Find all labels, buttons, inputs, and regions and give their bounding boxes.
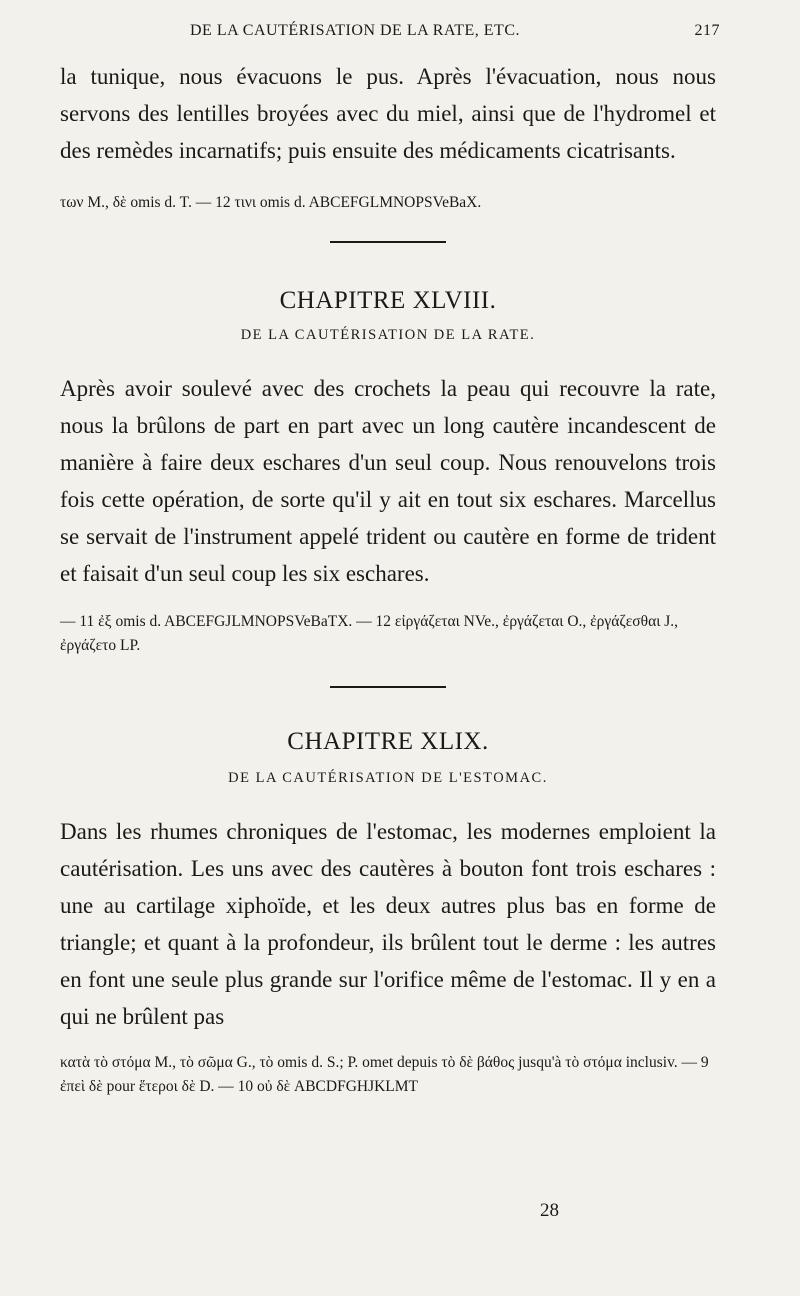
top-footnote: των M., δὲ omis d. T. — 12 τινι omis d. ABCEFGLMNOPSVeBaX.: [60, 194, 482, 211]
page-number: 217: [694, 22, 720, 39]
chapter-49-footnote: κατὰ τὸ στόμα M., τὸ σῶμα G., τὸ omis d. S.; P. omet depuis τὸ δὲ βάθος jusqu'à τὸ στόμα inclusiv. — 9 ἐπεὶ δὲ pour ἕτεροι δὲ D. — 10 οὐ δὲ ABCDFGHJKLMT: [60, 1054, 709, 1095]
chapter-48-paragraph: Après avoir soulevé avec des crochets la peau qui recouvre la rate, nous la brûlons de part en part avec un long cautère incandescent de manière à faire deux eschares d'un seul coup. Nous renouvelons trois fois cette opération, de sorte qu'il y ait en tout six eschares. Marcellus se servait de l'instrument appelé trident ou cautère en forme de trident et faisait d'un seul coup les six eschares.: [60, 376, 716, 586]
chapter-49-subtitle: DE LA CAUTÉRISATION DE L'ESTOMAC.: [228, 770, 548, 786]
section-divider: [330, 241, 446, 243]
running-title: DE LA CAUTÉRISATION DE LA RATE, ETC.: [190, 22, 520, 39]
chapter-49-paragraph: Dans les rhumes chroniques de l'estomac, les modernes emploient la cautérisation. Les uns avec des cautères à bouton font trois eschares : une au cartilage xiphoïde, et les deux autres plus bas en forme de triangle; et quant à la profondeur, ils brûlent tout le derme : les autres en font une seule plus grande sur l'orifice même de l'estomac. Il y en a qui ne brûlent pas: [60, 819, 716, 1029]
chapter-48-subtitle: DE LA CAUTÉRISATION DE LA RATE.: [240, 327, 536, 343]
chapter-48-title: CHAPITRE XLVIII.: [279, 287, 497, 314]
chapter-49-title: CHAPITRE XLIX.: [287, 728, 489, 755]
book-page: [60, 18, 720, 1099]
signature-mark: 28: [540, 1200, 559, 1221]
running-header: [60, 18, 720, 44]
top-paragraph: la tunique, nous évacuons le pus. Après l'évacuation, nous nous servons des lentilles broyées avec du miel, ainsi que de l'hydromel et des remèdes incarnatifs; puis ensuite des médicaments cicatrisants.: [60, 64, 716, 163]
section-divider: [330, 686, 446, 688]
chapter-48-footnote: — 11 ἐξ omis d. ABCEFGJLMNOPSVeBaTX. — 12 εἰργάζεται NVe., ἐργάζεται O., ἐργάζεσθαι J., ἐργάζετο LP.: [60, 613, 679, 654]
